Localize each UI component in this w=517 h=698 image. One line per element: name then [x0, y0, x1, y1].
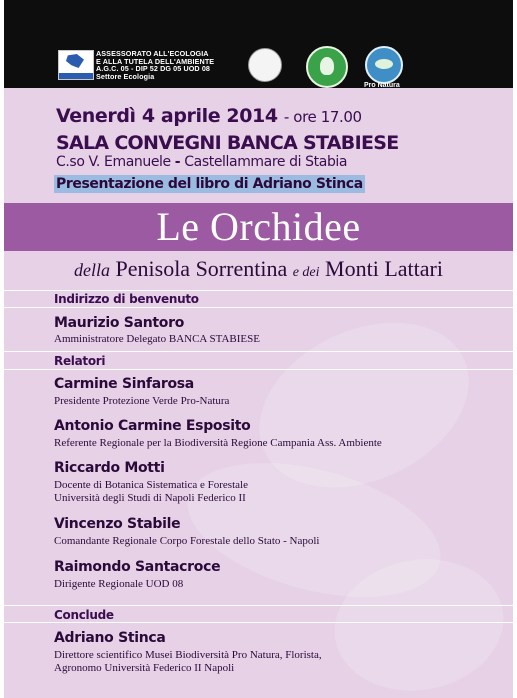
event-date: Venerdì 4 aprile 2014 [56, 105, 278, 127]
welcome-role: Amministratore Delegato BANCA STABIESE [54, 333, 260, 345]
event-date-line [56, 105, 362, 127]
subtitle-part: Penisola Sorrentina [115, 256, 288, 281]
closing-name: Adriano Stinca [54, 630, 166, 646]
section-divider [4, 622, 513, 623]
address-separator: - [174, 154, 181, 170]
assessorato-line: Settore Ecologia [96, 71, 155, 81]
speaker-name: Carmine Sinfarosa [54, 376, 194, 392]
assessorato-block [96, 50, 214, 80]
speakers-section-label: Relatori [54, 354, 106, 368]
protezione-verde-logo-icon [306, 46, 348, 88]
speaker-role: Docente di Botanica Sistematica e Forestale [54, 479, 248, 491]
section-divider [4, 307, 513, 308]
address-street: C.so V. Emanuele [56, 154, 171, 170]
speaker-role: Università degli Studi di Napoli Federico II [54, 492, 246, 504]
subtitle-part: e dei [292, 265, 320, 280]
header-bar [4, 0, 513, 88]
section-divider [4, 290, 513, 291]
book-subtitle [4, 256, 513, 282]
presentation-highlight: Presentazione del libro di Adriano Stinca [56, 176, 363, 192]
assessorato-line: E ALLA TUTELA DELL'AMBIENTE [96, 56, 215, 66]
speaker-name: Riccardo Motti [54, 460, 165, 476]
event-poster [4, 0, 513, 698]
closing-role: Agronomo Università Federico II Napoli [54, 662, 235, 674]
speaker-name: Vincenzo Stabile [54, 516, 181, 532]
pronatura-logo-icon [365, 46, 403, 84]
speaker-role: Presidente Protezione Verde Pro-Natura [54, 395, 230, 407]
section-divider [4, 369, 513, 370]
welcome-name: Maurizio Santoro [54, 315, 185, 331]
welcome-section-label: Indirizzo di benvenuto [54, 292, 199, 306]
speaker-role: Referente Regionale per la Biodiversità Regione Campania Ass. Ambiente [54, 437, 382, 449]
book-title: Le Orchidee [156, 204, 361, 249]
arte-logo-caption-icon [242, 78, 288, 83]
subtitle-part: Monti Lattari [325, 256, 443, 281]
assessorato-line: ASSESSORATO ALL'ECOLOGIA [96, 49, 209, 58]
event-venue: SALA CONVEGNI BANCA STABIESE [56, 132, 399, 154]
closing-section-label: Conclude [54, 608, 114, 622]
subtitle-part: della [74, 260, 111, 280]
event-address [56, 154, 347, 170]
section-divider [4, 351, 513, 352]
address-city: Castellammare di Stabia [184, 154, 348, 170]
closing-role: Direttore scientifico Musei Biodiversità Pro Natura, Florista, [54, 649, 322, 661]
assessorato-line: A.G.C. 05 - DIP 52 DG 05 UOD 08 [96, 64, 211, 74]
speaker-name: Raimondo Santacroce [54, 559, 221, 575]
regione-campania-logo-icon [58, 50, 94, 80]
pronatura-label: Pro Natura [364, 82, 400, 89]
event-time: - ore 17.00 [283, 108, 362, 126]
speaker-role: Dirigente Regionale UOD 08 [54, 578, 184, 590]
speaker-name: Antonio Carmine Esposito [54, 418, 251, 434]
speaker-role: Comandante Regionale Corpo Forestale dello Stato - Napoli [54, 535, 320, 547]
section-divider [4, 605, 513, 606]
